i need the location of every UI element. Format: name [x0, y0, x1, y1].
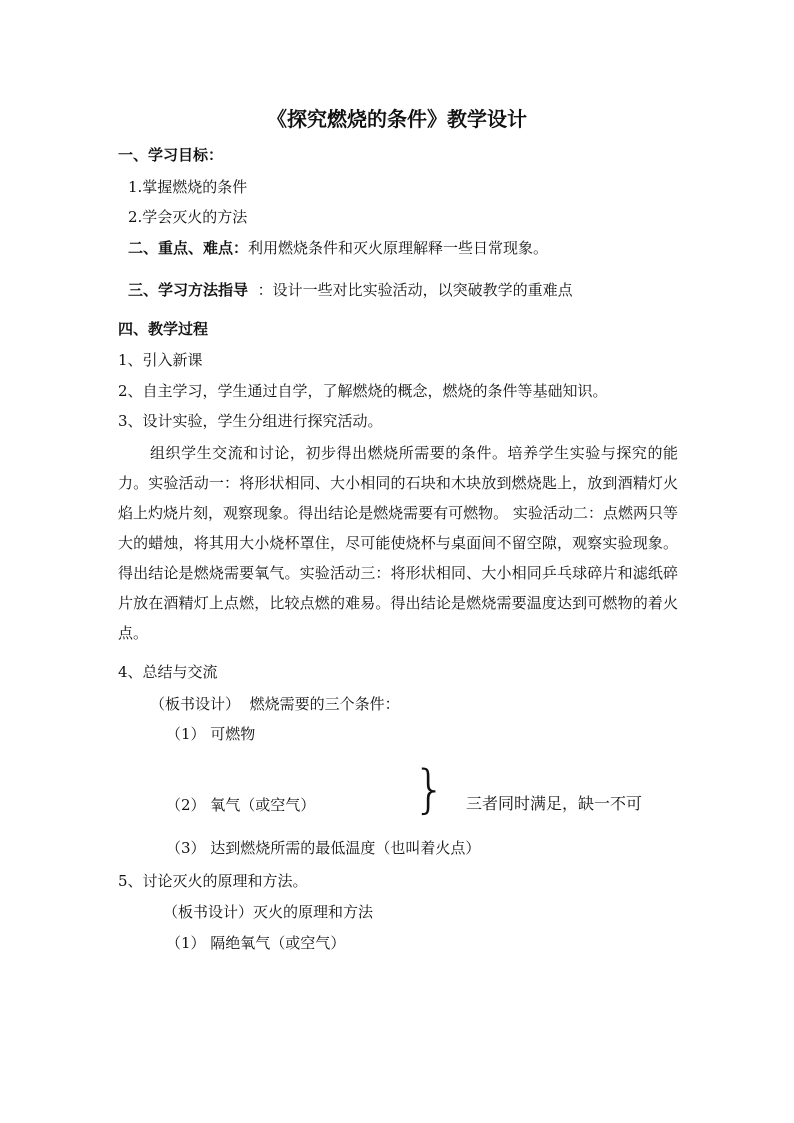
board-design-title: 燃烧需要的三个条件：: [249, 695, 400, 713]
step-3: 3、设计实验，学生分组进行探究活动。: [118, 412, 383, 430]
board-design-2: （板书设计）灭火的原理和方法: [163, 903, 374, 921]
section3-line: [128, 280, 573, 300]
step-1: 1、引入新课: [118, 351, 203, 369]
step-5: 5、讨论灭火的原理和方法。: [118, 872, 308, 890]
section2-heading: 二、重点、难点：: [128, 239, 249, 257]
section1-heading: 一、学习目标：: [118, 146, 224, 164]
extinguish-method-1: （1） 隔绝氧气（或空气）: [166, 934, 346, 952]
condition-3: （3） 达到燃烧所需的最低温度（也叫着火点）: [166, 839, 481, 857]
section2-line: [128, 238, 548, 258]
section3-text: ：设计一些对比实验活动，以突破教学的重难点: [257, 281, 573, 299]
document-title: 《探究燃烧的条件》教学设计: [267, 107, 527, 131]
brace-note: 三者同时满足，缺一不可: [466, 794, 643, 813]
goal-item-2: 2.学会灭火的方法: [128, 208, 248, 226]
right-brace: }: [413, 760, 447, 820]
section4-heading: 四、教学过程: [118, 320, 209, 338]
section2-text: 利用燃烧条件和灭火原理解释一些日常现象。: [248, 239, 549, 257]
board-design-label: （板书设计）: [150, 695, 241, 713]
step-2: 2、自主学习，学生通过自学，了解燃烧的概念，燃烧的条件等基础知识。: [118, 382, 608, 400]
section3-heading: 三、学习方法指导: [128, 281, 249, 299]
condition-1: （1） 可燃物: [166, 725, 256, 743]
goal-item-1: 1.掌握燃烧的条件: [128, 178, 248, 196]
condition-2: （2） 氧气（或空气）: [166, 796, 316, 814]
experiment-paragraph: 组织学生交流和讨论，初步得出燃烧所需要的条件。培养学生实验与探究的能力。实验活动一：将形状相同、大小相同的石块和木块放到燃烧匙上，放到酒精灯火焰上灼烧片刻，观察现象。得出结论是燃烧需要有可燃物。 实验活动二：点燃两只等大的蜡烛，将其用大小烧杯罩住，尽可能使烧杯与桌面间不留空隙，观察实验现象。得出结论是燃烧需要氧气。实验活动三：将形状相同、大小相同乒乓球碎片和滤纸碎片放在酒精灯上点燃，比较点燃的难易。得出结论是燃烧需要温度达到可燃物的着火点。: [118, 444, 678, 642]
step-4: 4、总结与交流: [118, 663, 218, 681]
board-design-1: [150, 694, 400, 714]
